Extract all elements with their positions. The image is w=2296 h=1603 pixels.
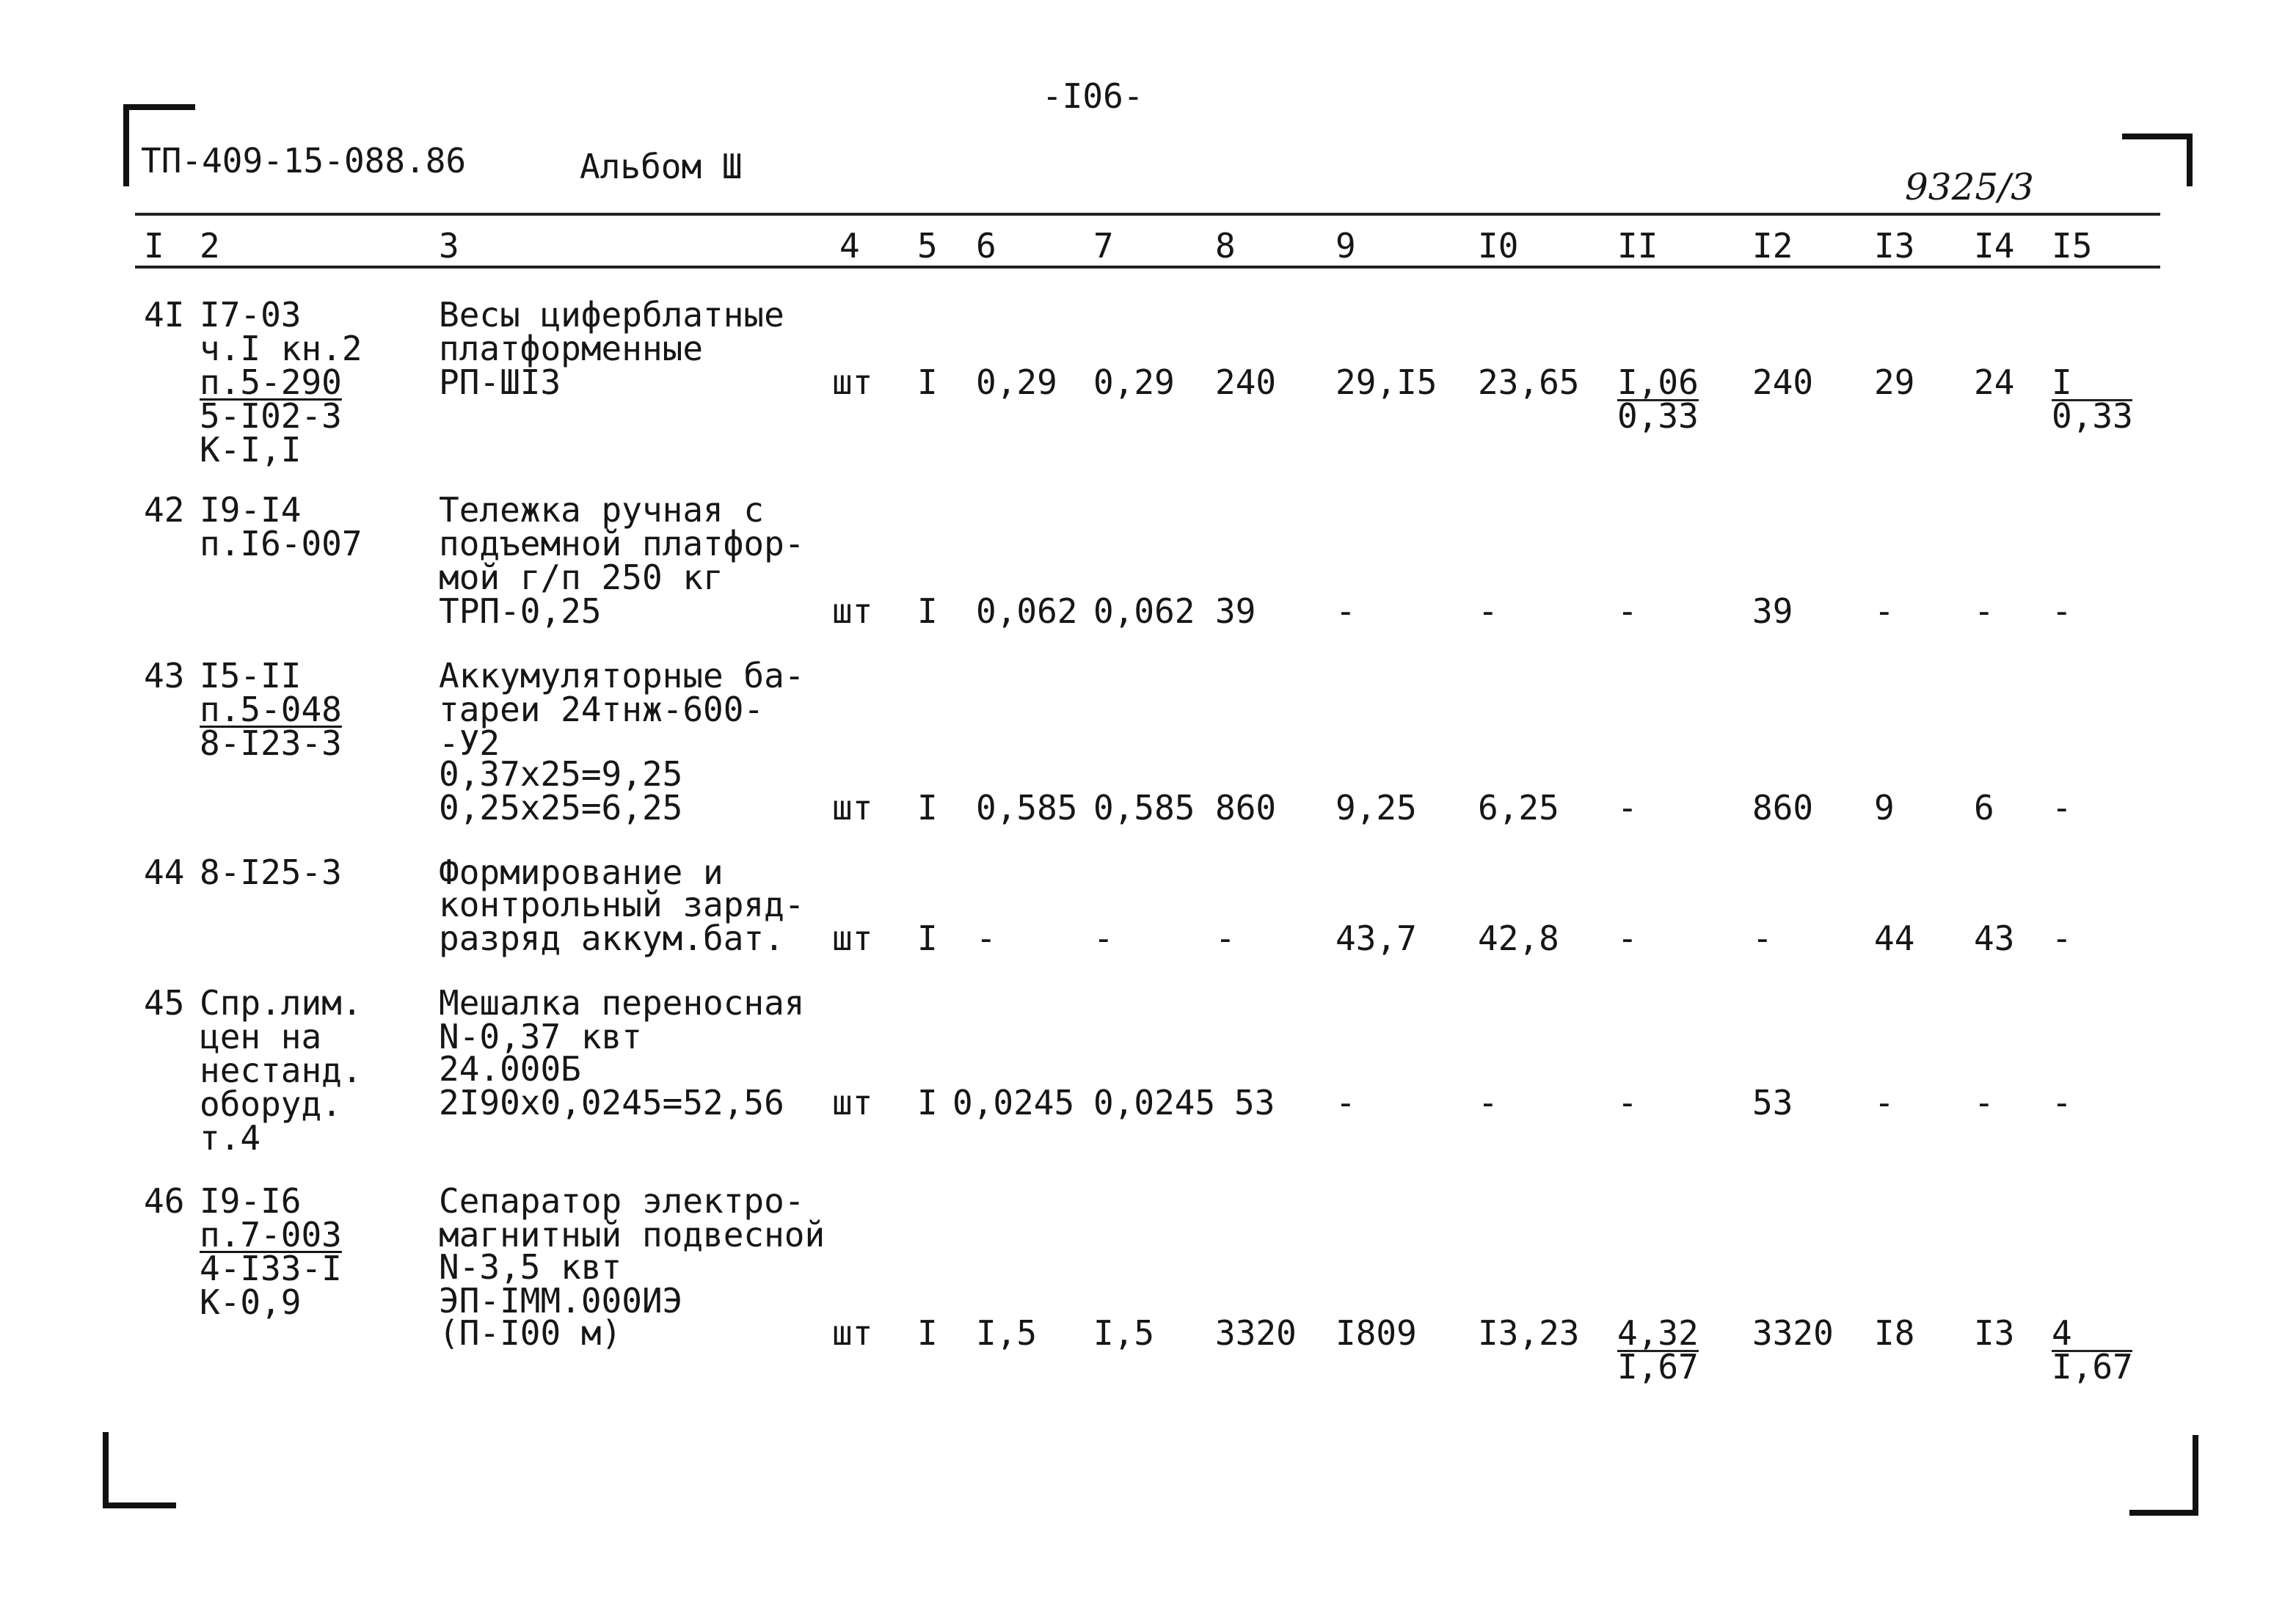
- col10-value: -: [1478, 591, 1498, 631]
- col-header-15: I5: [2052, 226, 2093, 266]
- col11-value: -: [1617, 1083, 1638, 1122]
- col-header-7: 7: [1093, 226, 1114, 266]
- header-rule-top: [135, 213, 2160, 216]
- unit: шт: [832, 788, 873, 828]
- col14-value: -: [1974, 1083, 1994, 1122]
- qty: I: [917, 591, 938, 631]
- ref-line: цен на: [200, 1017, 322, 1056]
- col9-value: 29,I5: [1335, 362, 1437, 402]
- col7-value: 0,29: [1093, 362, 1175, 402]
- col8-value: 39: [1215, 591, 1256, 631]
- col15-value: -: [2052, 591, 2072, 631]
- desc-line: магнитный подвесной: [439, 1215, 826, 1255]
- col13-value: 9: [1874, 788, 1895, 828]
- col10-value: 6,25: [1478, 788, 1559, 828]
- ref-line: I5-II: [200, 656, 302, 695]
- col11-denominator: I,67: [1617, 1347, 1699, 1387]
- col-header-14: I4: [1974, 226, 2015, 266]
- col-header-3: 3: [439, 226, 459, 266]
- col15-value: -: [2052, 1083, 2072, 1122]
- unit: шт: [832, 919, 873, 958]
- desc-line: 2I90х0,0245=52,56: [439, 1083, 784, 1122]
- col-header-9: 9: [1335, 226, 1356, 266]
- col11-numerator: I,06: [1617, 362, 1699, 402]
- desc-line: ТРП-0,25: [439, 591, 602, 631]
- desc-line: контрольный заряд-: [439, 885, 805, 924]
- col14-value: -: [1974, 591, 1994, 631]
- ref-line: К-I,I: [200, 430, 302, 470]
- col11-value: -: [1617, 919, 1638, 958]
- col-header-13: I3: [1874, 226, 1915, 266]
- row-number: 4I: [144, 295, 185, 335]
- col14-value: I3: [1974, 1313, 2015, 1353]
- ref-line: 4-I33-I: [200, 1249, 342, 1288]
- col12-value: -: [1752, 919, 1773, 958]
- frame-corner-top-right-h: [2122, 134, 2193, 139]
- ref-line: оборуд.: [200, 1084, 342, 1124]
- col6-value: 0,062: [976, 591, 1078, 631]
- row-number: 46: [144, 1181, 185, 1221]
- col6-value: -: [976, 919, 996, 958]
- col15-denominator: 0,33: [2052, 396, 2133, 436]
- desc-line: 0,25х25=6,25: [439, 788, 683, 828]
- col15-numerator: 4: [2052, 1316, 2132, 1352]
- unit: шт: [832, 1313, 873, 1353]
- col10-value: I3,23: [1478, 1313, 1580, 1353]
- col9-value: 43,7: [1335, 919, 1417, 958]
- qty: I: [917, 362, 938, 402]
- col-header-4: 4: [839, 226, 860, 266]
- desc-line: разряд аккум.бат.: [439, 919, 784, 958]
- col11-numerator: 4,32: [1617, 1313, 1699, 1353]
- col12-value: 39: [1752, 591, 1793, 631]
- unit: шт: [832, 591, 873, 631]
- col11-value: -: [1617, 788, 1638, 828]
- ref-line: 8-I23-3: [200, 723, 342, 763]
- desc-line: ЭП-IММ.000ИЭ: [439, 1281, 683, 1321]
- frame-corner-top-left-v: [123, 104, 129, 186]
- col14-value: 43: [1974, 919, 2015, 958]
- unit: шт: [832, 1083, 873, 1122]
- col8-value: -: [1215, 919, 1236, 958]
- col12-value: 53: [1752, 1083, 1793, 1122]
- ref-line: 5-I02-3: [200, 396, 342, 436]
- col8-value: 3320: [1215, 1313, 1297, 1353]
- col10-value: 42,8: [1478, 919, 1559, 958]
- col12-value: 860: [1752, 788, 1814, 828]
- col14-value: 6: [1974, 788, 1994, 828]
- row-number: 45: [144, 983, 185, 1023]
- col7-value: 0,585: [1093, 788, 1195, 828]
- frame-corner-bottom-left-v: [103, 1432, 109, 1508]
- document-code: ТП-409-15-088.86: [141, 141, 467, 180]
- ref-line: Спр.лим.: [200, 983, 362, 1023]
- col15-value: -: [2052, 788, 2072, 828]
- header-rule-bottom: [135, 266, 2160, 269]
- col10-value: 23,65: [1478, 362, 1580, 402]
- ref-line: п.I6-007: [200, 524, 362, 563]
- unit: шт: [832, 362, 873, 402]
- col7-value: -: [1093, 919, 1114, 958]
- col8-value: 860: [1215, 788, 1277, 828]
- frame-corner-bottom-right-v: [2193, 1435, 2198, 1516]
- ref-line: 8-I25-3: [200, 852, 342, 892]
- col14-value: 24: [1974, 362, 2015, 402]
- page-number: -I06-: [1042, 76, 1144, 116]
- col9-value: 9,25: [1335, 788, 1417, 828]
- ref-line: т.4: [200, 1118, 261, 1158]
- ref-line: нестанд.: [200, 1051, 362, 1090]
- desc-line: N-3,5 квт: [439, 1247, 622, 1287]
- col7-value: 0,0245: [1093, 1083, 1216, 1122]
- col-header-1: I: [144, 226, 164, 266]
- frame-corner-bottom-left-h: [103, 1502, 176, 1508]
- desc-line: Мешалка переносная: [439, 983, 805, 1023]
- col13-value: I8: [1874, 1313, 1915, 1353]
- col10-value: -: [1478, 1083, 1498, 1122]
- desc-line: 0,37х25=9,25: [439, 754, 683, 794]
- sheet-code: 9325/3: [1905, 166, 2034, 208]
- col6-value: 0,585: [976, 788, 1078, 828]
- desc-line: Весы циферблатные: [439, 295, 784, 335]
- col12-value: 240: [1752, 362, 1814, 402]
- col6-value: 0,29: [976, 362, 1057, 402]
- desc-line: (П-I00 м): [439, 1313, 622, 1353]
- desc-line: Сепаратор электро-: [439, 1181, 805, 1221]
- frame-corner-top-right-v: [2187, 134, 2193, 186]
- col8-value: 240: [1215, 362, 1277, 402]
- frame-corner-bottom-right-h: [2129, 1510, 2198, 1516]
- ref-line: I7-03: [200, 295, 302, 335]
- qty: I: [917, 1083, 938, 1122]
- ref-line: ч.I кн.2: [200, 329, 362, 368]
- ref-line: п.5-290: [200, 362, 342, 402]
- col8-value: 53: [1234, 1083, 1275, 1122]
- col7-value: I,5: [1093, 1313, 1155, 1353]
- ref-line: п.5-048: [200, 690, 342, 729]
- desc-line: Формирование и: [439, 852, 724, 892]
- desc-line: N-0,37 квт: [439, 1017, 642, 1056]
- desc-line: РП-ШI3: [439, 362, 561, 402]
- col13-value: -: [1874, 591, 1895, 631]
- frame-corner-top-left-h: [125, 104, 195, 110]
- row-number: 43: [144, 656, 185, 695]
- col9-value: -: [1335, 1083, 1356, 1122]
- col13-value: 44: [1874, 919, 1915, 958]
- col-header-5: 5: [917, 226, 938, 266]
- col12-value: 3320: [1752, 1313, 1834, 1353]
- col11-value: -: [1617, 591, 1638, 631]
- desc-line: Аккумуляторные ба-: [439, 656, 805, 695]
- ref-line: I9-I4: [200, 490, 302, 530]
- col-header-12: I2: [1752, 226, 1793, 266]
- desc-line: -У2: [439, 723, 500, 763]
- qty: I: [917, 919, 938, 958]
- col15-numerator: I: [2052, 365, 2132, 401]
- col13-value: -: [1874, 1083, 1895, 1122]
- desc-line: платформенные: [439, 329, 704, 368]
- col9-value: I809: [1335, 1313, 1417, 1353]
- ref-line: К-0,9: [200, 1282, 302, 1322]
- col15-denominator: I,67: [2052, 1347, 2133, 1387]
- ref-line: I9-I6: [200, 1181, 302, 1221]
- row-number: 44: [144, 852, 185, 892]
- desc-line: подъемной платфор-: [439, 524, 805, 563]
- desc-line: Тележка ручная с: [439, 490, 765, 530]
- col-header-6: 6: [976, 226, 996, 266]
- qty: I: [917, 788, 938, 828]
- col-header-8: 8: [1215, 226, 1236, 266]
- desc-line: тареи 24тнж-600-: [439, 690, 765, 729]
- col13-value: 29: [1874, 362, 1915, 402]
- col-header-10: I0: [1478, 226, 1519, 266]
- col7-value: 0,062: [1093, 591, 1195, 631]
- desc-line: мой г/п 250 кг: [439, 558, 724, 597]
- col6-value: I,5: [976, 1313, 1038, 1353]
- col-header-2: 2: [200, 226, 220, 266]
- row-number: 42: [144, 490, 185, 530]
- ref-line: п.7-003: [200, 1215, 342, 1255]
- qty: I: [917, 1313, 938, 1353]
- col9-value: -: [1335, 591, 1356, 631]
- col11-denominator: 0,33: [1617, 396, 1699, 436]
- col-header-11: II: [1617, 226, 1658, 266]
- col6-value: 0,0245: [952, 1083, 1075, 1122]
- col15-value: -: [2052, 919, 2072, 958]
- album-label: Альбом Ш: [580, 147, 743, 186]
- desc-line: 24.000Б: [439, 1049, 581, 1089]
